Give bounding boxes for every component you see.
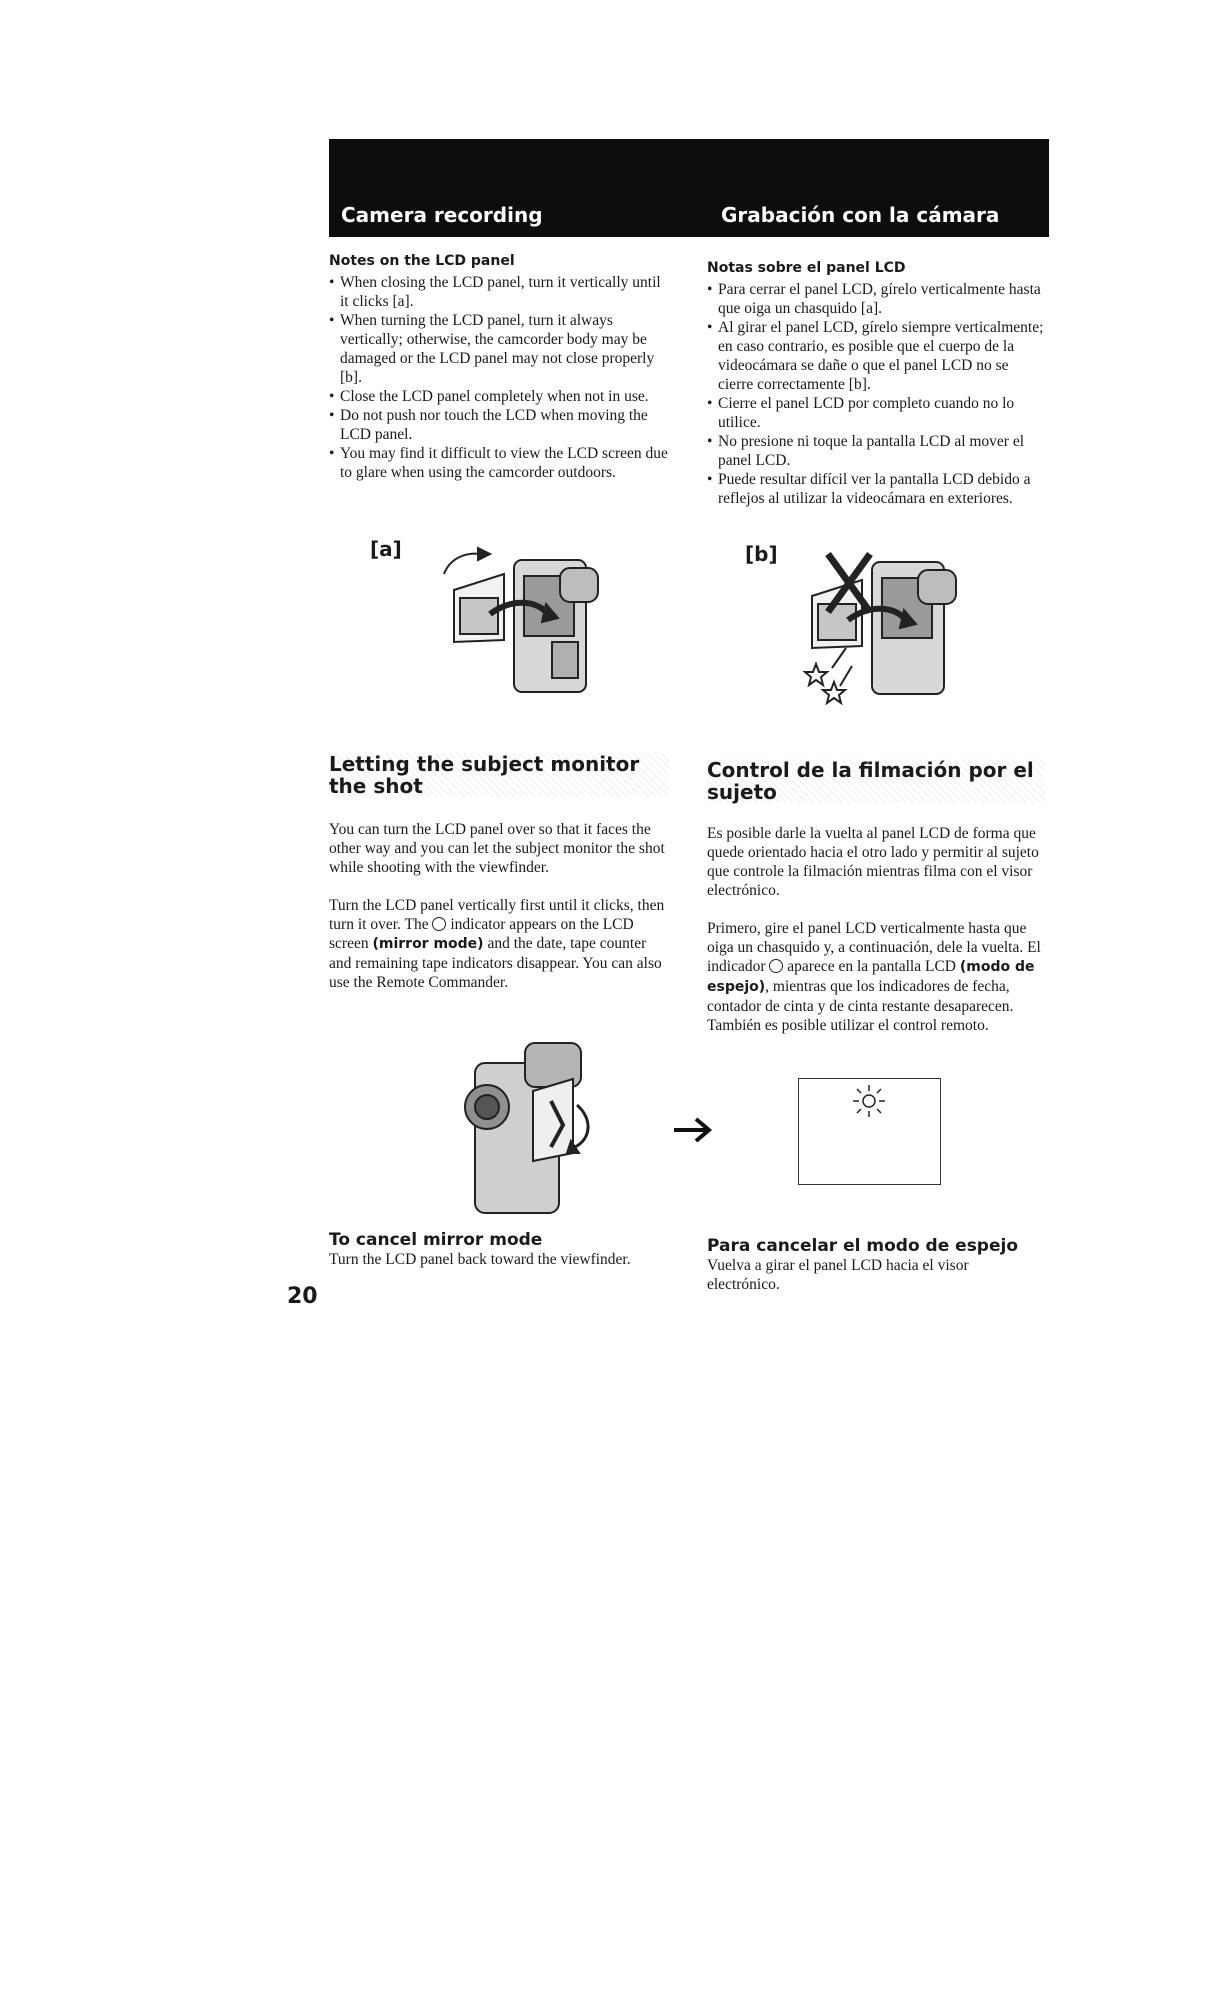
mirror-section-es [707,759,1045,1054]
lcd-notes-heading-es: Notas sobre el panel LCD [707,260,906,276]
arrow-right-icon [670,1114,714,1146]
mirror-para2-es: Primero, gire el panel LCD verticalmente hasta que oiga un chasquido y, a continuación, dele la vuelta. El indicador aparece en la pantalla LCD (modo de espejo), mientras que los indicadores de fecha, contador de cinta y de cinta restante desaparecen. [707,920,1041,1015]
mirror-mode-icon [769,959,783,973]
mirror-mode-icon [849,1083,889,1119]
lcd-notes-heading-en: Notes on the LCD panel [329,253,515,269]
cancel-es [707,1237,1045,1294]
figure-label-a: [a] [370,537,402,561]
camcorder-icon [432,538,622,708]
mirror-para3-es: También es posible utilizar el control remoto. [707,1017,989,1034]
list-item: • You may find it difficult to view the LCD screen due to glare when using the camcorder outdoors. [329,444,669,482]
mirror-para2-en: Turn the LCD panel vertically first until it clicks, then turn it over. The indicator appears on the LCD screen (mirror mode) and the date, tape counter and remaining tape indicators disappear. You can also use the Remote Commander. [329,897,665,991]
lcd-screen-illustration [798,1078,941,1185]
list-item: • Cierre el panel LCD por completo cuando no lo utilice. [707,394,1045,432]
cancel-heading-en: To cancel mirror mode [329,1230,543,1250]
page-number: 20 [287,1284,318,1309]
camcorder-icon [802,540,992,710]
cancel-text-es: Vuelva a girar el panel LCD hacia el visor electrónico. [707,1257,969,1293]
list-item: • Do not push nor touch the LCD when moving the LCD panel. [329,406,669,444]
lcd-notes-list-es [707,280,1045,508]
list-item: • No presione ni toque la pantalla LCD al mover el panel LCD. [707,432,1045,470]
list-item: • Close the LCD panel completely when not in use. [329,387,669,406]
list-item: • When turning the LCD panel, turn it always vertically; otherwise, the camcorder body may be damaged or the LCD panel may not close properly [b]. [329,311,669,387]
mirror-para1-en: You can turn the LCD panel over so that it faces the other way and you can let the subject monitor the shot while shooting with the viewfinder. [329,821,665,876]
mirror-section-en [329,753,669,1011]
header-title-en: Camera recording [341,203,543,227]
mirror-mode-icon [432,917,446,931]
list-item: • When closing the LCD panel, turn it vertically until it clicks [a]. [329,273,669,311]
section-title-es: Control de la filmación por el sujeto [707,759,1045,803]
list-item: • Para cerrar el panel LCD, gírelo verticalmente hasta que oiga un chasquido [a]. [707,280,1045,318]
list-item: • Puede resultar difícil ver la pantalla LCD debido a reflejos al utilizar la videocámara en exteriores. [707,470,1045,508]
section-title-en: Letting the subject monitor the shot [329,753,669,797]
cancel-heading-es: Para cancelar el modo de espejo [707,1236,1019,1256]
header-title-es: Grabación con la cámara [721,203,1000,227]
lcd-notes-list-en [329,273,669,482]
camcorder-icon [455,1035,605,1225]
lcd-notes-en [329,252,669,482]
cancel-en [329,1231,669,1269]
figure-label-b: [b] [745,542,778,566]
lcd-notes-es [707,259,1045,508]
cancel-text-en: Turn the LCD panel back toward the viewfinder. [329,1251,631,1268]
list-item: • Al girar el panel LCD, gírelo siempre verticalmente; en caso contrario, es posible que el cuerpo de la videocámara se dañe o que el panel LCD no se cierre correctamente [b]. [707,318,1045,394]
header-banner [329,139,1049,237]
mirror-para1-es: Es posible darle la vuelta al panel LCD de forma que quede orientado hacia el otro lado y permitir al sujeto que controle la filmación mientras filma con el visor electrónico. [707,825,1039,899]
